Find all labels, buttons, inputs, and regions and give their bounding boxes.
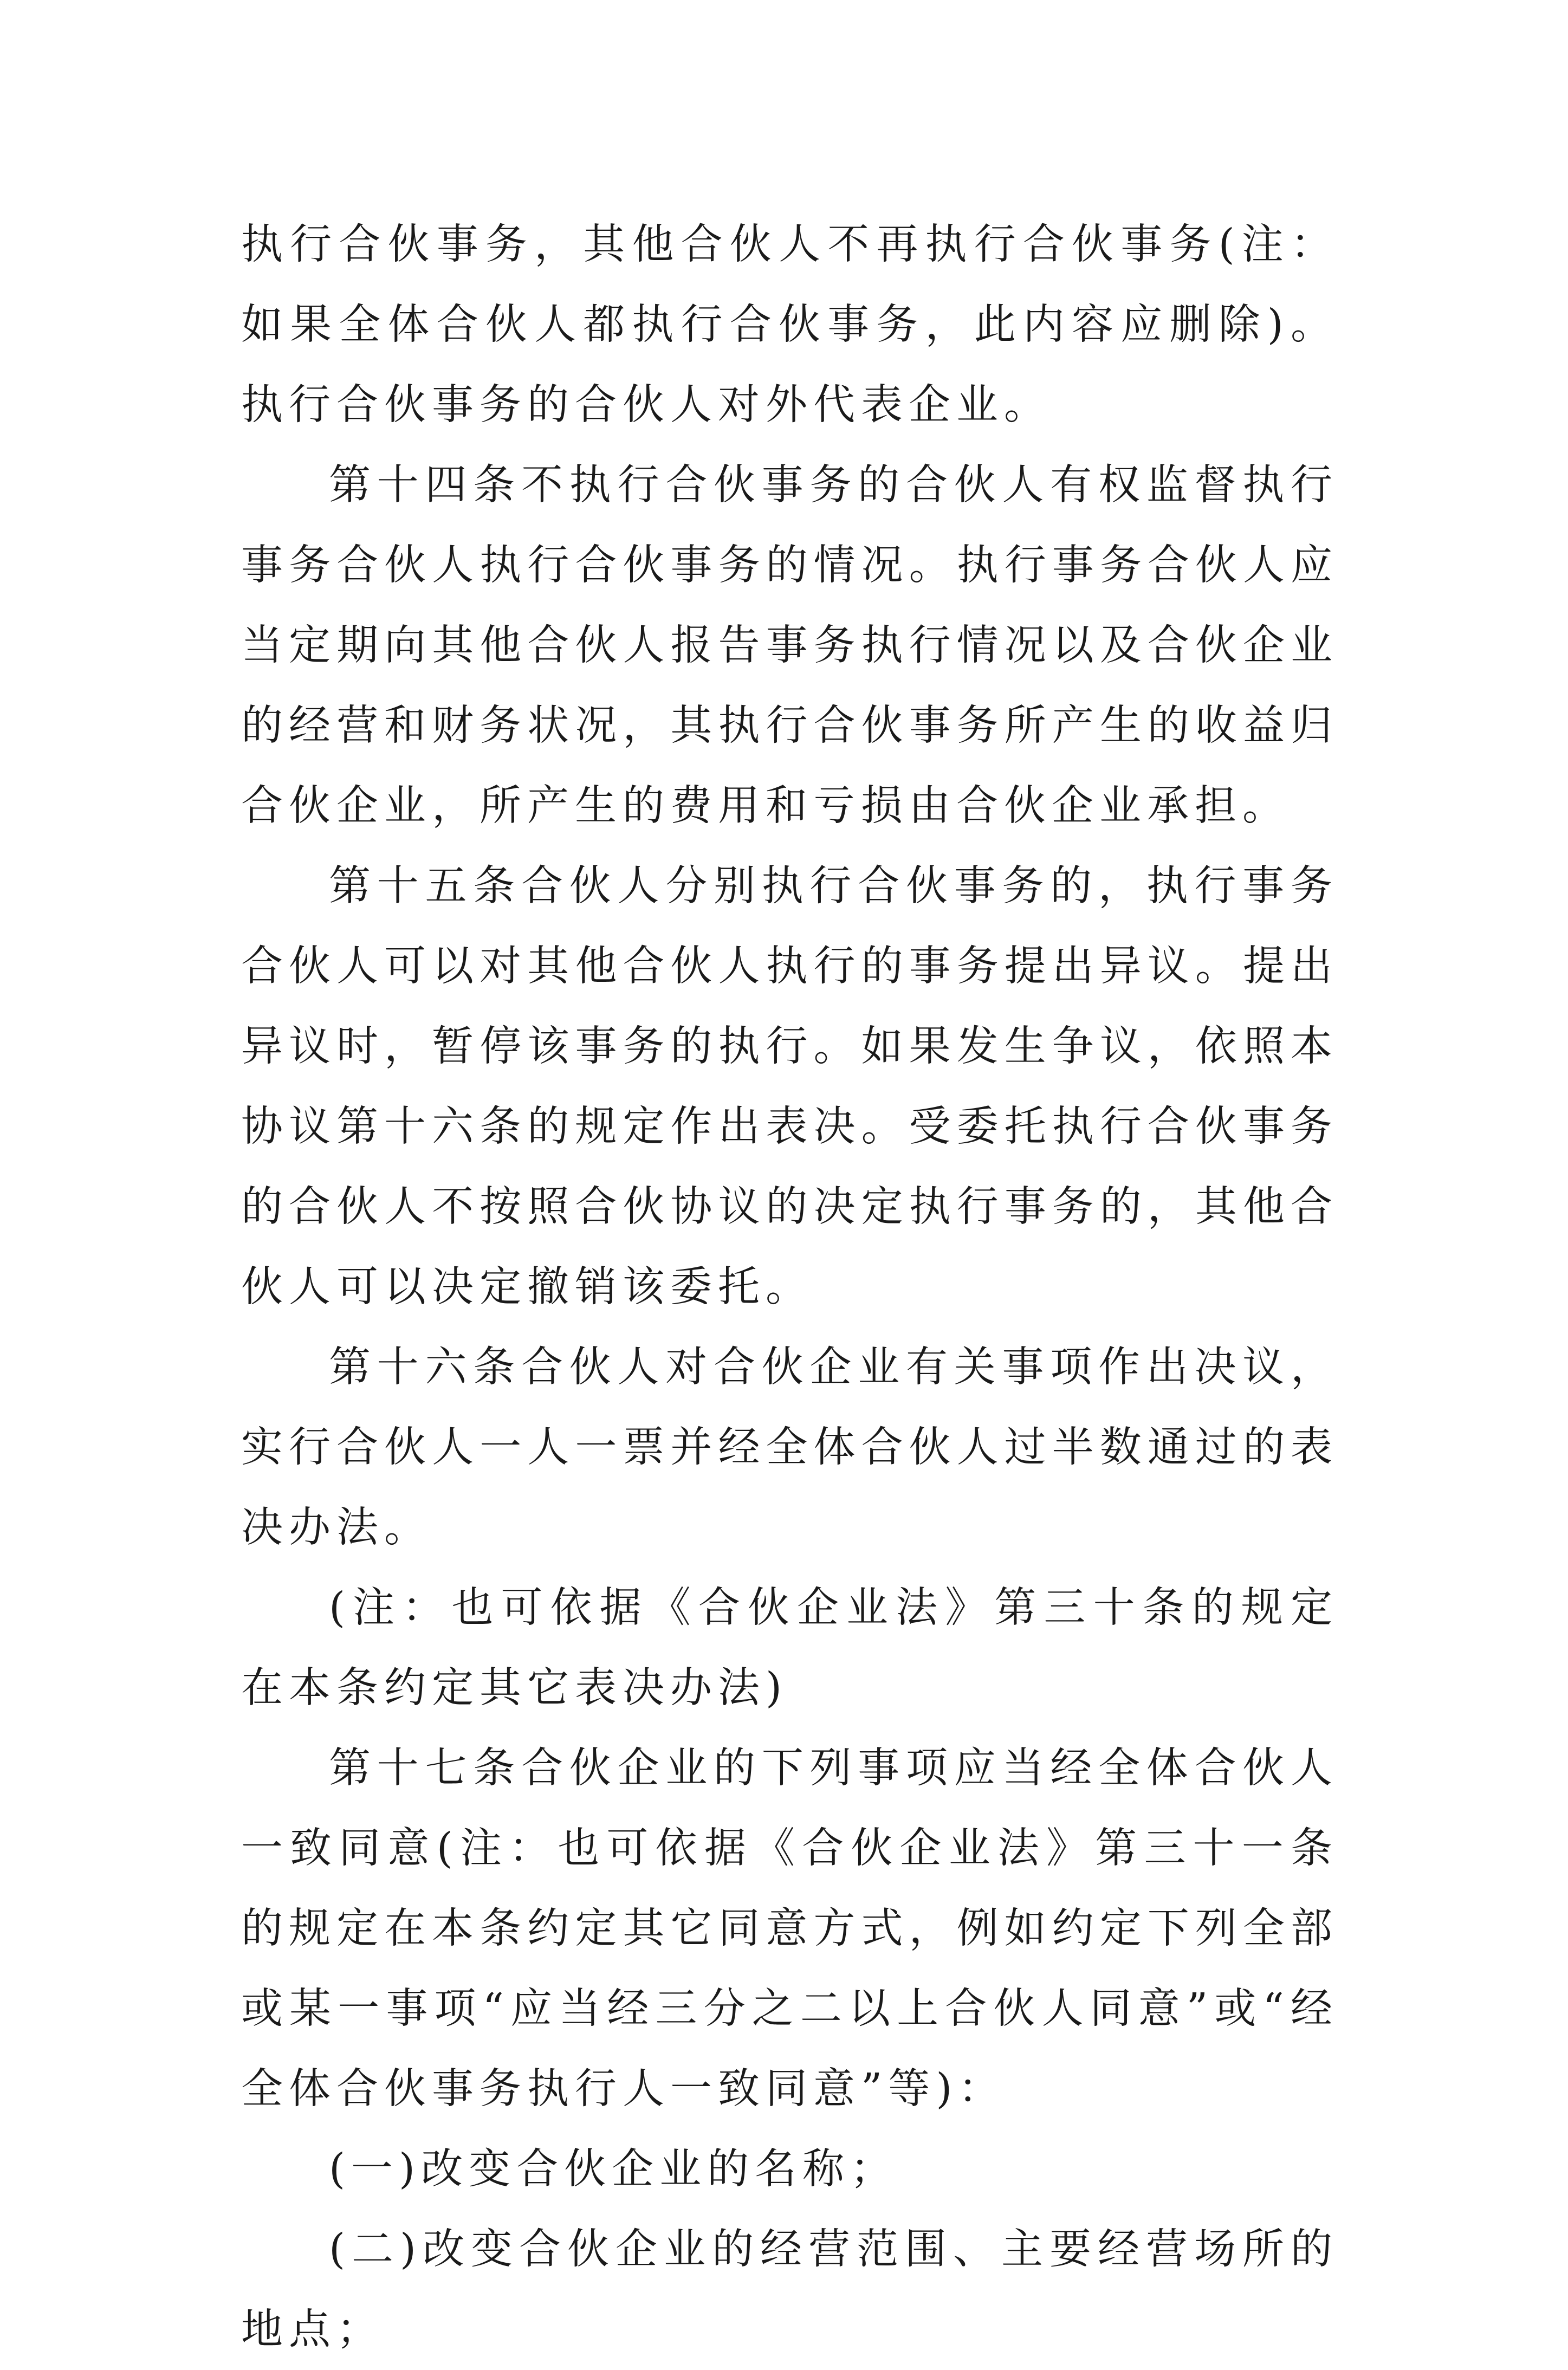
list-item-2: (二)改变合伙企业的经营范围、主要经营场所的地点； [241,2225,1338,2354]
paragraph-article-17: 第十七条合伙企业的下列事项应当经全体合伙人一致同意(注：也可依据《合伙企业法》第三十一条的规定在本条约定其它同意方式，例如约定下列全部或某一事项“应当经三分之二以上合伙人同意”或“经全体合伙事务执行人一致同意”等)： [241,1744,1338,2113]
list-item-1: (一)改变合伙企业的名称； [329,2145,898,2193]
paragraph-article-14: 第十四条不执行合伙事务的合伙人有权监督执行事务合伙人执行合伙事务的情况。执行事务合伙人应当定期向其他合伙人报告事务执行情况以及合伙企业的经营和财务状况，其执行合伙事务所产生的收益归合伙企业，所产生的费用和亏损由合伙企业承担。 [241,461,1338,830]
document-body [241,205,1338,2370]
paragraph-article-15: 第十五条合伙人分别执行合伙事务的，执行事务合伙人可以对其他合伙人执行的事务提出异议。提出异议时，暂停该事务的执行。如果发生争议，依照本协议第十六条的规定作出表决。受委托执行合伙事务的合伙人不按照合伙协议的决定执行事务的，其他合伙人可以决定撤销该委托。 [241,862,1338,1311]
paragraph-article-16: 第十六条合伙人对合伙企业有关事项作出决议，实行合伙人一人一票并经全体合伙人过半数通过的表决办法。 [241,1343,1338,1552]
paragraph-continuation: 执行合伙事务，其他合伙人不再执行合伙事务(注：如果全体合伙人都执行合伙事务，此内容应删除)。执行合伙事务的合伙人对外代表企业。 [241,221,1338,429]
paragraph-article-16-note: (注：也可依据《合伙企业法》第三十条的规定在本条约定其它表决办法) [241,1584,1338,1712]
